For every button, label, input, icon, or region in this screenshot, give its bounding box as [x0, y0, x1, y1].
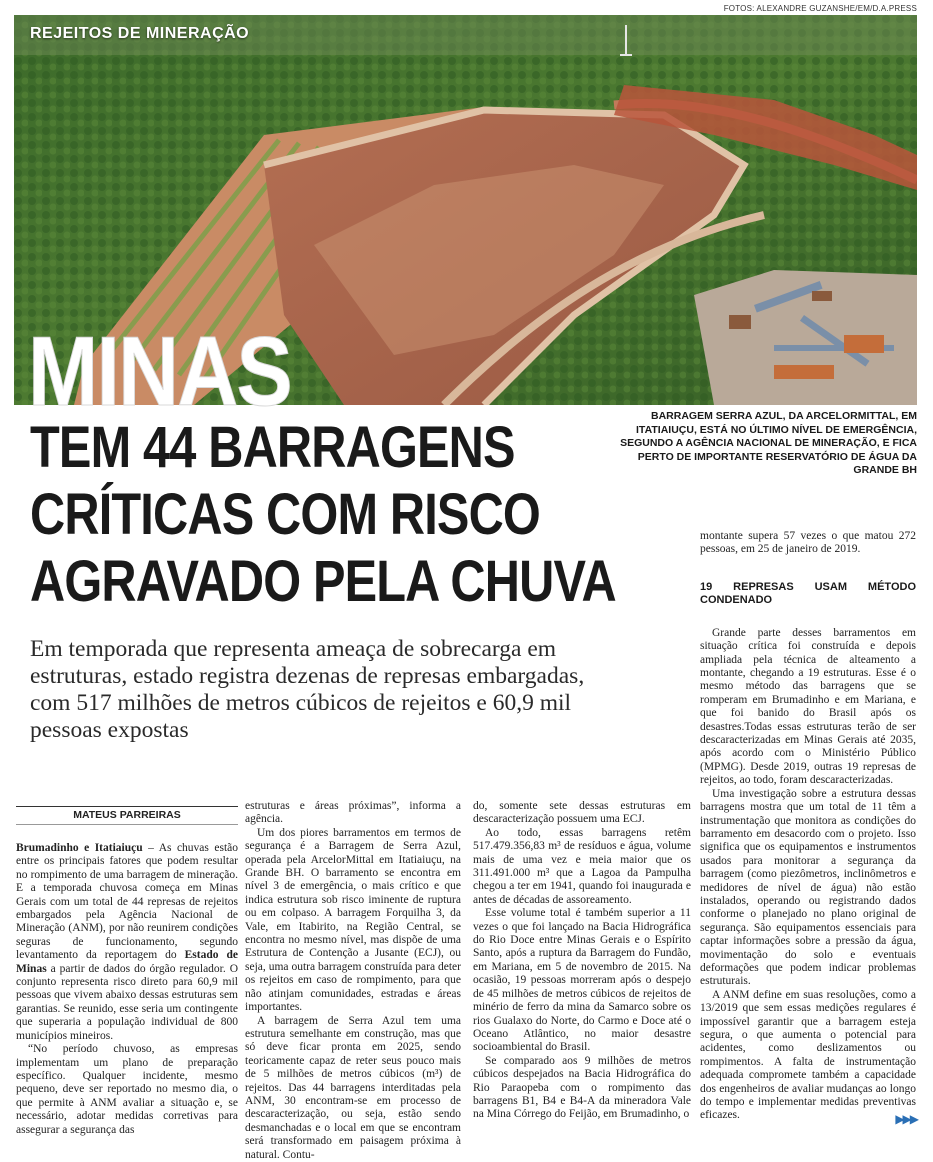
photo-caption: BARRAGEM SERRA AZUL, DA ARCELORMITTAL, EM ITATIAIUÇU, ESTÁ NO ÚLTIMO NÍVEL DE EMERGÊNCIA, SEGUNDO A AGÊNCIA NACIONAL DE MINERAÇÃO, E FICA PERTO DE IMPORTANTE RESERVATÓRIO DE ÁGUA DA GRANDE BH: [620, 410, 917, 476]
text: – As chuvas estão entre os principais fatores que podem resultar no rompimento de uma barragem de mineração. E a temporada chuvosa começa em Minas Gerais com um total de 44 represas de rejeitos embargados pela Agência Nacional de Mineração (ANM), por não reunirem condições seguras de funcionamento, segundo levantamento da reportagem do: [16, 842, 238, 962]
subheadline: Em temporada que representa ameaça de sobrecarga em estruturas, estado registra dezenas de represas embargadas, com 517 milhões de metros cúbicos de rejeitos e 60,9 mil pessoas expostas: [30, 636, 585, 743]
headline-line: CRÍTICAS COM RISCO: [30, 482, 540, 547]
paragraph: “No período chuvoso, as empresas implementam um plano de preparação específico. Qualquer incidente, mesmo pequeno, deve ser reportado no mesmo dia, o que permite à ANM avaliar a situação e, se necessário, adotar medidas corretivas para assegurar a segurança das: [16, 1043, 238, 1136]
article-column-2: [245, 800, 461, 1162]
newspaper-name: Estado de Minas: [16, 949, 239, 975]
headline-line: TEM 44 BARRAGENS: [30, 415, 515, 480]
dateline: Brumadinho e Itatiaiuçu: [16, 842, 143, 854]
paragraph: [16, 842, 238, 1043]
paragraph: A ANM define em suas resoluções, como a 13/2019 que sem essas medições regulares é impossível garantir que a barragem esteja segura, o que aumenta o potencial para acidentes, como deslizamentos ou rompimentos. A falta de instrumentação adequada compromete também a capacidade dos engenheiros de avaliar mudanças ao longo do tempo e implementar medidas preventivas eficazes.: [700, 988, 916, 1122]
article-column-4: [700, 530, 916, 1123]
photo-credit: FOTOS: ALEXANDRE GUZANSHE/EM/D.A.PRESS: [723, 4, 917, 13]
headline-line: AGRAVADO PELA CHUVA: [30, 549, 616, 614]
paragraph: do, somente sete dessas estruturas em descaracterização possuem uma ECJ.: [473, 800, 691, 826]
section-tag: REJEITOS DE MINERAÇÃO: [30, 25, 250, 42]
paragraph: Ao todo, essas barragens retêm 517.479.356,83 m³ de resíduos e água, volume mais de uma vez e meia maior que os 311.491.000 m³ que a Lagoa da Pampulha chegou a ter em 1941, quando foi inaugurada e antes de décadas de assoreamento.: [473, 826, 691, 906]
paragraph: Uma investigação sobre a estrutura dessas barragens mostra que um total de 11 têm a instrumentação que monitora as condições do barramento em desacordo com o projeto. Isso significa que os equipamentos e instrumentos usados para monitorar a segurança da barragem (como piezômetros, inclinômetros e medidores de nível de água) não estão instalados, operando ou registrando dados conforme o planejado no plano original de segurança. São equipamentos essenciais para captar informações sobre a pressão da água, movimentação do solo e eventuais deformações que podem indicar problemas estruturais.: [700, 787, 916, 988]
byline: MATEUS PARREIRAS: [16, 806, 238, 825]
article-column-1: [16, 842, 238, 1137]
headline: [30, 414, 616, 615]
headline-big-word: MINAS: [28, 316, 291, 426]
paragraph: Esse volume total é também superior a 11 vezes o que foi lançado na Bacia Hidrográfica do Rio Doce entre Minas Gerais e o Espírito Santo, após a ruptura da Barragem do Fundão, em Mariana, em 5 de novembro de 2015. Na ocasião, 19 pessoas morreram após o despejo de 45 milhões de metros cúbicos de rejeitos de minério de ferro da mina da Samarco sobre os rios Gualaxo do Norte, do Carmo e Doce até o Oceano Atlântico, no maior desastre socioambiental do Brasil.: [473, 907, 691, 1054]
article-column-3: [473, 800, 691, 1122]
paragraph: montante supera 57 vezes o que matou 272 pessoas, em 25 de janeiro de 2019.: [700, 530, 916, 556]
paragraph: Se comparado aos 9 milhões de metros cúbicos despejados na Bacia Hidrográfica do Rio Paraopeba com o rompimento das barragens B1, B4 e B4-A da mineradora Vale na Mina Córrego do Feijão, em Brumadinho, o: [473, 1054, 691, 1121]
text: a partir de dados do órgão regulador. O conjunto representa risco direto para 60,9 mil pessoas que vivem abaixo dessas estruturas sem garantias. Se reunido, esse seria um contingente que superaria a população individual de 800 municípios mineiros.: [16, 962, 238, 1042]
intertitle: 19 REPRESAS USAM MÉTODO CONDENADO: [700, 580, 916, 606]
paragraph: estruturas e áreas próximas”, informa a agência.: [245, 800, 461, 826]
paragraph: Grande parte desses barramentos em situação crítica foi construída e depois ampliada pela técnica de alteamento a montante, chegando a 19 estruturas. Esse é o mesmo método das barragens que se romperam em Brumadinho e em Mariana, e que foi banido do Brasil após os desastres.Todas essas estruturas terão de ser descaracterizadas em Minas Gerais até 2035, após acordo com o Ministério Público (MPMG). Desde 2019, outras 19 represas de rejeitos, ao todo, foram descaracterizadas.: [700, 626, 916, 787]
paragraph: Um dos piores barramentos em termos de segurança é a Barragem de Serra Azul, operada pela ArcelorMittal em Itatiaiuçu, na Grande BH. O barramento se encontra em nível 3 de emergência, o mais crítico e que indica estrutura sob risco iminente de ruptura ou em colpaso. A barragem Forquilha 3, da Vale, em Itabirito, na Região Central, se encontra no mesmo nível, mas dispõe de uma Estrutura de Contenção a Jusante (ECJ), ou seja, uma outra barragem construída para deter os rejeitos em caso de rompimento, para que não atinjam comunidades, estradas e áreas importantes.: [245, 826, 461, 1014]
paragraph: A barragem de Serra Azul tem uma estrutura semelhante em construção, mas que só deve ficar pronta em 2025, sendo teoricamente capaz de reter seus pouco mais de 5 milhões de metros cúbicos (m³) de rejeitos. Das 44 barragens interditadas pela ANM, 30 encontram-se em processo de descaracterização, ou seja, estão sendo desmanchadas e o local em que se encontram será transformado em paisagem próxima à natural. Contu-: [245, 1014, 461, 1161]
continue-arrows-icon: ▶▶▶: [895, 1112, 917, 1126]
